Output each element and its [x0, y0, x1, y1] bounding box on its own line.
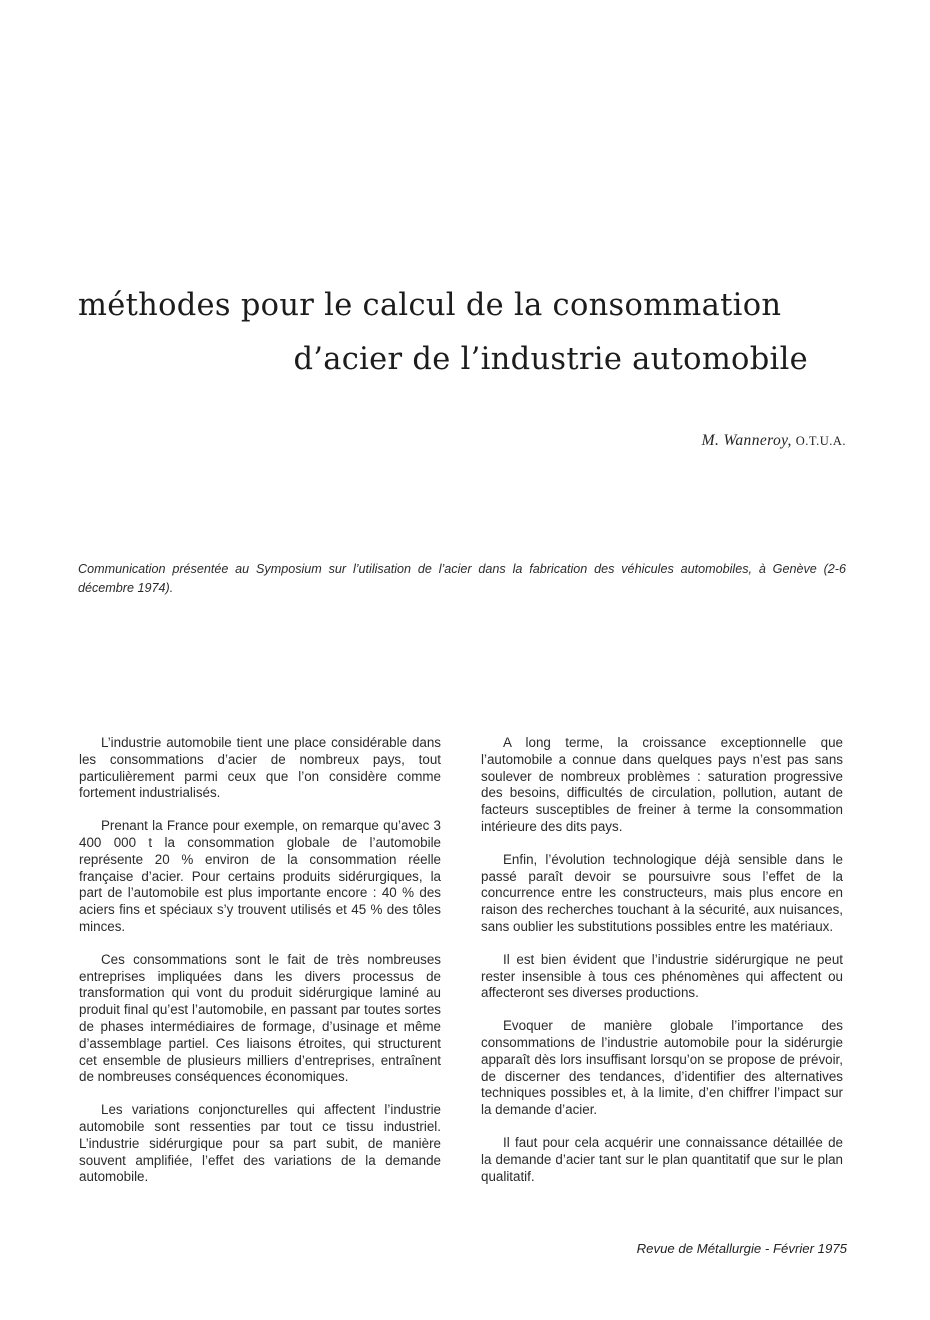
paragraph: Il faut pour cela acquérir une connaissance détaillée de la demande d’acier tant sur le plan quantitatif que sur le plan qualitatif. — [481, 1134, 843, 1184]
paragraph: Ces consommations sont le fait de très nombreuses entreprises impliquées dans les divers processus de transformation qui vont du produit sidérurgique laminé au produit final qu’est l’automobile, en passant par toutes sortes de phases intermédiaires de formage, d’usinage et même d’assemblage partiel. Ces liaisons étroites, qui structurent cet ensemble de plusieurs milliers d’entreprises, entraînent de nombreuses conséquences économiques. — [79, 951, 441, 1085]
paragraph: Il est bien évident que l’industrie sidérurgique ne peut rester insensible à tous ces phénomènes qui affectent ou affecteront ses diverses productions. — [481, 951, 843, 1001]
title-line-1: méthodes pour le calcul de la consommation — [78, 288, 782, 323]
paragraph: Enfin, l’évolution technologique déjà sensible dans le passé paraît devoir se poursuivre sous l’effet de la concurrence entre les constructeurs, mais plus encore en raison des recherches touchant à la sécurité, aux nuisances, sans oublier les substitutions possibles entre les matériaux. — [481, 851, 843, 934]
right-column — [481, 735, 843, 1201]
paragraph: Evoquer de manière globale l’importance des consommations de l’industrie automobile pour la sidérurgie apparaît dès lors insuffisant lorsqu’on se propose de prévoir, de discerner des tendances, d’identifier des alternatives techniques possibles et, à la limite, d’en chiffrer l’impact sur la demande d’acier. — [481, 1018, 843, 1118]
paragraph: L’industrie automobile tient une place considérable dans les consommations d’acier de nombreux pays, tout particulièrement parmi ceux que l’on considère comme fortement industrialisés. — [79, 735, 441, 801]
author-affiliation: O.T.U.A. — [795, 434, 846, 448]
paragraph: Prenant la France pour exemple, on remarque qu’avec 3 400 000 t la consommation globale de l’automobile représente 20 % environ de la consommation réelle française d’acier. Pour certains produits sidérurgiques, la part de l’automobile est plus importante encore : 40 % des aciers fins et spéciaux s’y trouvent utilisés et 45 % des tôles minces. — [79, 818, 441, 934]
paragraph: Les variations conjoncturelles qui affectent l’industrie automobile sont ressenties par tout ce tissu industriel. L’industrie sidérurgique pour sa part subit, de manière souvent amplifiée, l’effet des variations de la demande automobile. — [79, 1102, 441, 1185]
title-line-2: d’acier de l’industrie automobile — [293, 342, 808, 377]
article-title — [78, 279, 808, 387]
paragraph: A long terme, la croissance exceptionnelle que l’automobile a connue dans quelques pays n’est pas sans soulever de nombreux problèmes : saturation progressive des besoins, difficultés de circulation, pollution, autant de facteurs susceptibles de freiner à terme la consommation intérieure des dits pays. — [481, 735, 843, 834]
left-column — [79, 735, 441, 1202]
communication-note: Communication présentée au Symposium sur l’utilisation de l’acier dans la fabrication des véhicules automobiles, à Genève (2-6 décembre 1974). — [78, 562, 846, 595]
journal-footer: Revue de Métallurgie - Février 1975 — [636, 1241, 847, 1256]
author-name: M. Wanneroy, — [701, 432, 792, 449]
author-line — [702, 432, 846, 450]
